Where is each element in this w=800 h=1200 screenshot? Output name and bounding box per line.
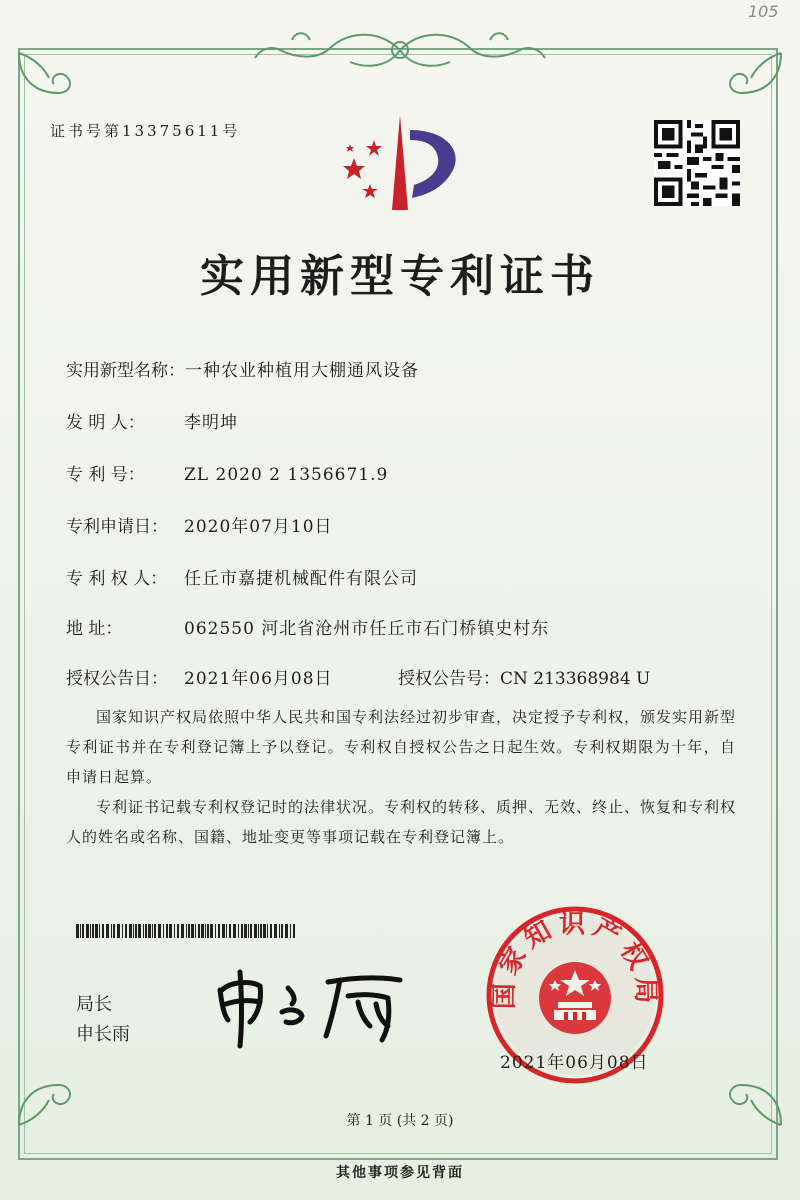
director-signature-icon: [210, 960, 410, 1050]
barcode-bar: [181, 924, 184, 938]
barcode-bar: [218, 924, 220, 938]
barcode-bar: [113, 924, 115, 938]
barcode-bar: [106, 924, 109, 938]
barcode-bar: [152, 924, 153, 938]
field-address: [66, 614, 549, 639]
barcode-bar: [229, 924, 231, 938]
reverse-side-note: 其他事项参见背面: [336, 1165, 464, 1181]
field-label: 发 明 人：: [66, 413, 145, 433]
field-grant-number: [398, 664, 650, 689]
barcode-bar: [285, 924, 288, 938]
barcode-bar: [186, 924, 187, 938]
barcode-bar: [188, 924, 190, 938]
field-value: 李明坤: [184, 413, 238, 433]
director-name: 申长雨: [76, 1024, 130, 1045]
barcode-bar: [117, 924, 120, 938]
certificate-title: 实用新型专利证书: [200, 251, 600, 302]
barcode-bar: [76, 924, 79, 938]
barcode-bar: [254, 924, 257, 938]
legal-paragraph-1: 国家知识产权局依照中华人民共和国专利法经过初步审查，决定授予专利权，颁发实用新型专利证书并在专利登记簿上予以登记。专利权自授权公告之日起生效。专利权期限为十年，自申请日起算。: [66, 708, 737, 786]
director-title: 局长: [76, 994, 112, 1015]
field-label: 专利申请日：: [66, 517, 168, 537]
corner-ornament-icon: [716, 48, 786, 118]
barcode-bar: [241, 924, 243, 938]
barcode-bar: [238, 924, 239, 938]
field-grant-date: [66, 664, 333, 689]
handwritten-mark: 105: [748, 2, 779, 21]
barcode-bar: [267, 924, 268, 938]
field-value: 一种农业种植用大棚通风设备: [185, 361, 419, 381]
barcode-bar: [260, 924, 262, 938]
barcode-bar: [129, 924, 132, 938]
barcode-bar: [148, 924, 151, 938]
barcode-bar: [258, 924, 259, 938]
barcode-bar: [138, 924, 141, 938]
barcode-bar: [250, 924, 252, 938]
barcode-icon: [76, 924, 296, 938]
svg-text:国家知识产权局: 国家知识产权局: [489, 909, 661, 1010]
barcode-bar: [263, 924, 266, 938]
barcode-bar: [143, 924, 144, 938]
barcode-bar: [135, 924, 137, 938]
barcode-bar: [90, 924, 91, 938]
barcode-bar: [195, 924, 196, 938]
field-patent-number: [66, 460, 388, 485]
barcode-bar: [95, 924, 98, 938]
barcode-bar: [145, 924, 147, 938]
field-value: 2020年07月10日: [184, 517, 333, 537]
field-value: 任丘市嘉捷机械配件有限公司: [184, 569, 418, 589]
qr-code-icon: [654, 120, 740, 206]
field-inventor: [66, 408, 238, 433]
field-value: 062550 河北省沧州市任丘市石门桥镇史村东: [184, 619, 550, 639]
barcode-bar: [205, 924, 206, 938]
barcode-bar: [201, 924, 204, 938]
barcode-bar: [92, 924, 94, 938]
barcode-bar: [281, 924, 283, 938]
barcode-bar: [133, 924, 134, 938]
field-patentee: [66, 564, 418, 589]
barcode-bar: [122, 924, 123, 938]
barcode-bar: [154, 924, 156, 938]
field-label: 授权公告号：: [398, 669, 500, 689]
barcode-bar: [169, 924, 172, 938]
barcode-bar: [274, 924, 277, 938]
field-value: 2021年06月08日: [184, 669, 333, 689]
field-label: 实用新型名称：: [66, 361, 185, 381]
field-utility-model-name: [66, 356, 419, 381]
barcode-bar: [207, 924, 209, 938]
barcode-bar: [244, 924, 247, 938]
page-indicator: 第 1 页 (共 2 页): [346, 1113, 454, 1129]
barcode-bar: [174, 924, 175, 938]
field-label: 专 利 权 人：: [66, 569, 168, 589]
barcode-bar: [290, 924, 291, 938]
barcode-bar: [125, 924, 127, 938]
barcode-bar: [279, 924, 280, 938]
barcode-bar: [198, 924, 200, 938]
legal-paragraph-2: 专利证书记载专利权登记时的法律状况。专利权的转移、质押、无效、终止、恢复和专利权人的姓名或名称、国籍、地址变更等事项记载在专利登记簿上。: [66, 798, 737, 846]
field-label: 专 利 号：: [66, 465, 145, 485]
barcode-bar: [166, 924, 168, 938]
field-label: 地 址：: [66, 619, 123, 639]
field-value: CN 213368984 U: [500, 669, 651, 689]
barcode-bar: [163, 924, 164, 938]
barcode-bar: [191, 924, 194, 938]
corner-ornament-icon: [14, 48, 84, 118]
barcode-bar: [86, 924, 89, 938]
barcode-bar: [226, 924, 227, 938]
barcode-bar: [270, 924, 272, 938]
top-ornament-icon: [250, 20, 550, 80]
certificate-number: 证书号第13375611号: [50, 122, 241, 140]
barcode-bar: [293, 924, 295, 938]
barcode-bar: [82, 924, 84, 938]
barcode-bar: [99, 924, 100, 938]
seal-date: 2021年06月08日: [500, 1053, 649, 1073]
barcode-bar: [210, 924, 213, 938]
field-application-date: [66, 512, 333, 537]
barcode-bar: [222, 924, 225, 938]
field-value: ZL 2020 2 1356671.9: [184, 465, 389, 485]
barcode-bar: [158, 924, 161, 938]
barcode-bar: [102, 924, 104, 938]
barcode-bar: [80, 924, 81, 938]
barcode-bar: [215, 924, 216, 938]
barcode-bar: [177, 924, 179, 938]
barcode-bar: [248, 924, 249, 938]
field-label: 授权公告日：: [66, 669, 168, 689]
barcode-bar: [233, 924, 236, 938]
barcode-bar: [111, 924, 112, 938]
cnipa-emblem-icon: [330, 110, 470, 220]
